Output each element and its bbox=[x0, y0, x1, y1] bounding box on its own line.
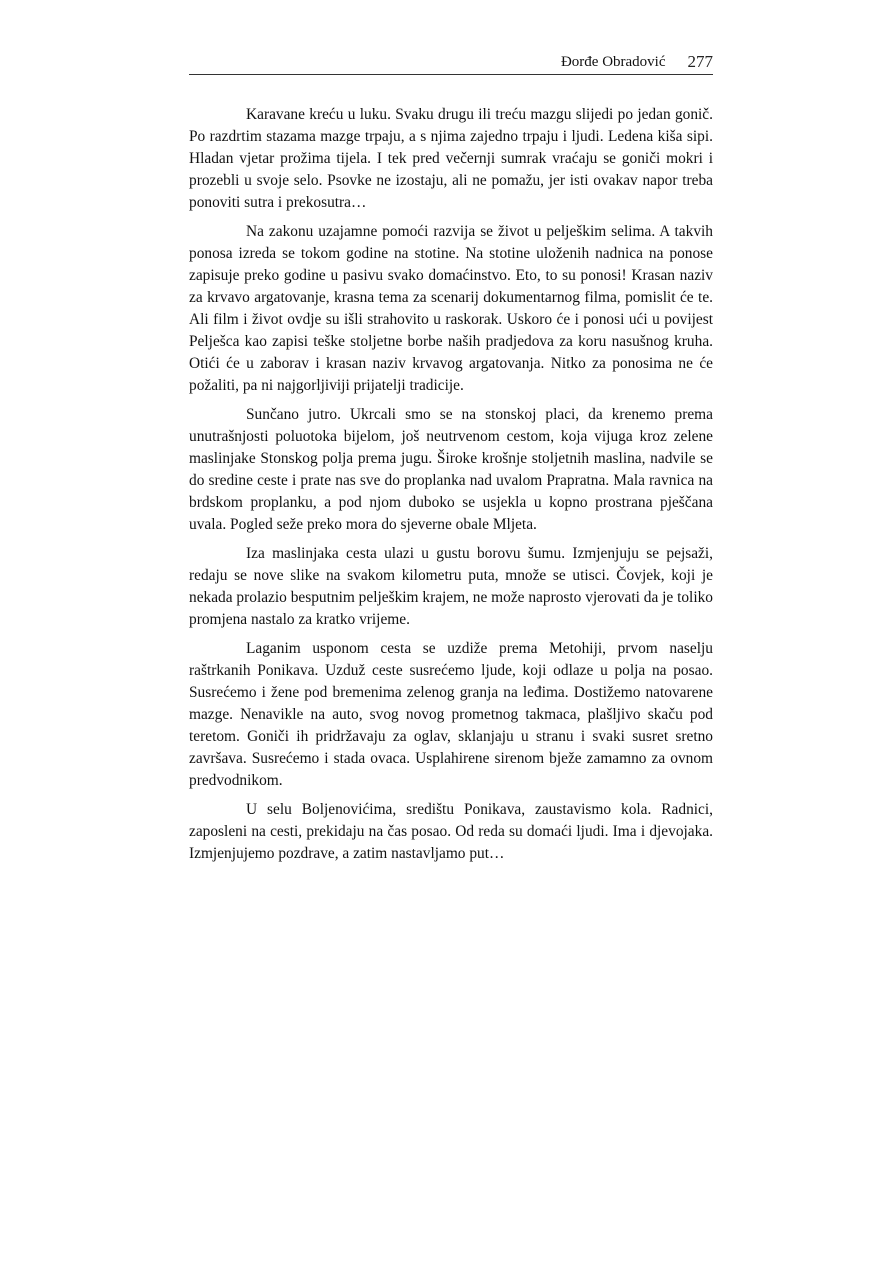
paragraph: Iza maslinjaka cesta ulazi u gustu borovu šumu. Izmjenjuju se pejsaži, redaju se nove slike na svakom kilometru puta, množe se utisci. Čovjek, koji je nekada prolazio besputnim pelješkim krajem, ne može naprosto vjerovati da je toliko promjena nastalo za kratko vrijeme. bbox=[189, 545, 713, 628]
paragraph: Karavane kreću u luku. Svaku drugu ili treću mazgu slijedi po jedan gonič. Po razdrtim stazama mazge trpaju, a s njima zajedno trpaju i ljudi. Ledena kiša sipi. Hladan vjetar prožima tijela. I tek pred večernji sumrak vraćaju se goniči mokri i prozebli u svoje selo. Psovke ne izostaju, ali ne pomažu, jer isti ovakav napor treba ponoviti sutra i prekosutra… bbox=[189, 106, 713, 211]
running-header bbox=[189, 52, 713, 75]
body-text bbox=[189, 104, 713, 872]
paragraph: Sunčano jutro. Ukrcali smo se na stonskoj placi, da krenemo prema unutrašnjosti poluotoka bijelom, još neutrvenom cestom, koja vijuga kroz zelene maslinjake Stonskog polja prema jugu. Široke krošnje stoljetnih maslina, nadvile se do sredine ceste i prate nas sve do proplanka nad uvalom Prapratna. Mala ravnica na brdskom proplanku, a pod njom duboko se usjekla u kopno prostrana pješčana uvala. Pogled seže preko mora do sjeverne obale Mljeta. bbox=[189, 406, 713, 533]
paragraph: U selu Boljenovićima, središtu Ponikava, zaustavismo kola. Radnici, zaposleni na cesti, prekidaju na čas posao. Od reda su domaći ljudi. Ima i djevojaka. Izmjenjujemo pozdrave, a zatim nastavljamo put… bbox=[189, 801, 713, 862]
paragraph: Na zakonu uzajamne pomoći razvija se život u pelješkim selima. A takvih ponosa izreda se tokom godine na stotine. Na stotine uloženih nadnica na ponose zapisuje preko godine u pasivu svako domaćinstvo. Eto, to su ponosi! Krasan naziv za krvavo argatovanje, krasna tema za scenarij dokumentarnog filma, pomislit će te. Ali film i život ovdje su išli strahovito u raskorak. Uskoro će i ponosi ući u povijest Pelješca kao zapisi teške stoljetne borbe naših pradjedova za koru nasušnog kruha. Otići će u zaborav i krasan naziv krvavog argatovanja. Nitko za ponosima ne će požaliti, pa ni najgorljiviji prijatelji tradicije. bbox=[189, 223, 713, 394]
paragraph: Laganim usponom cesta se uzdiže prema Metohiji, prvom naselju raštrkanih Ponikava. Uzduž ceste susrećemo ljude, koji odlaze u polja na posao. Susrećemo i žene pod bremenima zelenog granja na leđima. Dostižemo natovarene mazge. Nenavikle na auto, svog novog prometnog takmaca, plašljivo skaču pod teretom. Goniči ih pridržavaju za oglav, sklanjaju u stranu i svaki susret sretno završava. Susrećemo i stada ovaca. Usplahirene sirenom bježe zamamno za ovnom predvodnikom. bbox=[189, 640, 713, 789]
header-author: Đorđe Obradović bbox=[560, 54, 666, 70]
page-number: 277 bbox=[687, 52, 713, 71]
